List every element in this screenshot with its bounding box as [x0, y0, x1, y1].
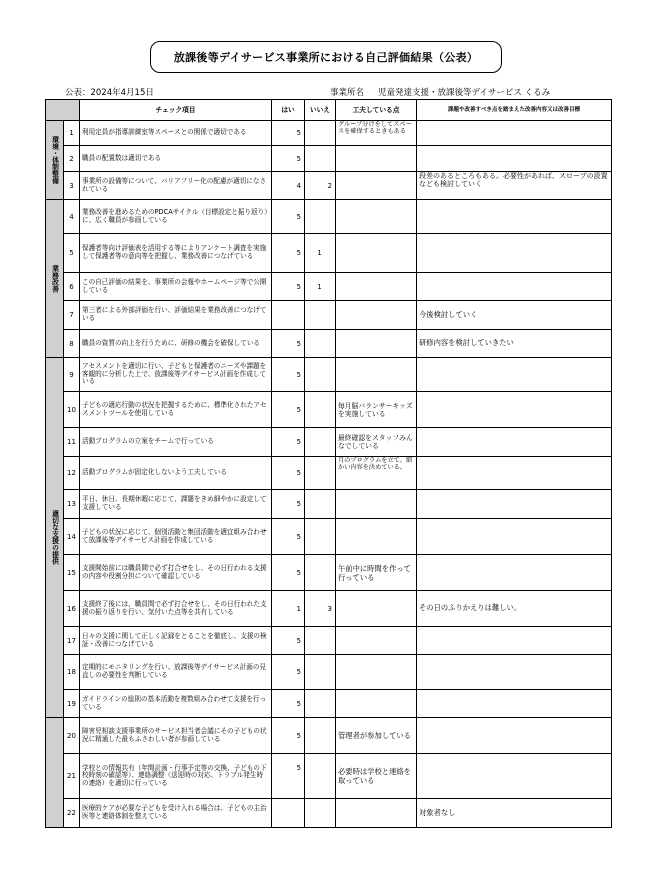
check-item: 活動プログラムの立案をチームで行っている: [80, 428, 272, 457]
effort-note: [336, 234, 417, 273]
yes-count: [272, 301, 305, 330]
table-row: [46, 392, 612, 428]
table-row: [46, 690, 612, 718]
table-row: [46, 358, 612, 392]
yes-count: 5: [272, 655, 305, 690]
table-row: [46, 457, 612, 490]
check-item: 活動プログラムが固定化しないよう工夫している: [80, 457, 272, 490]
effort-note: [336, 490, 417, 519]
check-item: 利用定員が指導訓練室等スペースとの関係で適切である: [80, 121, 272, 146]
table-row: [46, 121, 612, 146]
check-item: 学校との情報共有（年間計画・行事予定等の交換、子どもの下校時刻の確認等）、連絡調整（送迎時の対応、トラブル発生時の連絡）を適切に行っている: [80, 754, 272, 799]
yes-count: 5: [272, 690, 305, 718]
check-item: 定期的にモニタリングを行い、放課後等デイサービス計画の見直しの必要性を判断している: [80, 655, 272, 690]
effort-note: [336, 627, 417, 655]
yes-count: 5: [272, 457, 305, 490]
check-item: 平日、休日、長期休暇に応じて、課題をきめ細やかに設定して支援している: [80, 490, 272, 519]
row-number: 14: [64, 519, 80, 555]
table-row: [46, 200, 612, 234]
header-no: いいえ: [305, 100, 336, 121]
category-label: 業務改善: [50, 264, 59, 293]
yes-count: 5: [272, 330, 305, 358]
effort-note: [336, 273, 417, 301]
row-number: 12: [64, 457, 80, 490]
improvement-note: [417, 146, 612, 172]
office-name: 児童発達支援・放課後等デイサービス くるみ: [378, 88, 551, 98]
table-row: [46, 273, 612, 301]
yes-count: 5: [272, 627, 305, 655]
effort-note: 月のプログラムを立て、細かい内容を決めている。: [336, 457, 417, 490]
table-row: [46, 519, 612, 555]
row-number: 11: [64, 428, 80, 457]
row-number: 13: [64, 490, 80, 519]
improvement-note: 研修内容を検討していきたい: [417, 330, 612, 358]
document-title-text: 放課後等デイサービス事業所における自己評価結果（公表）: [173, 51, 479, 64]
table-row: [46, 490, 612, 519]
no-count: [305, 121, 336, 146]
check-item: 事業所の設備等について、バリアフリー化の配慮が適切になされている: [80, 172, 272, 200]
publication-date: 公表：2024年4月15日: [65, 86, 305, 100]
no-count: 3: [305, 591, 336, 627]
header-check: チェック項目: [80, 100, 272, 121]
yes-count: 5: [272, 200, 305, 234]
category-business: [46, 200, 64, 358]
check-item: この自己評価の結果を、事業所の会報やホームページ等で公開している: [80, 273, 272, 301]
no-count: [305, 655, 336, 690]
office-name-line: [330, 86, 610, 100]
row-number: 4: [64, 200, 80, 234]
yes-count: 5: [272, 519, 305, 555]
no-count: [305, 428, 336, 457]
no-count: [305, 627, 336, 655]
yes-count: 5: [272, 555, 305, 591]
table-row: [46, 555, 612, 591]
check-item: 業務改善を進めるためのPDCAサイクル（目標設定と振り返り）に、広く職員が参画している: [80, 200, 272, 234]
effort-note: [336, 200, 417, 234]
yes-count: 5: [272, 358, 305, 392]
improvement-note: [417, 655, 612, 690]
improvement-note: [417, 718, 612, 754]
effort-note: [336, 146, 417, 172]
table-row: [46, 301, 612, 330]
table-row: [46, 718, 612, 754]
yes-count: 4: [272, 172, 305, 200]
check-item: 子どもの適応行動の状況を把握するために、標準化されたアセスメントツールを使用している: [80, 392, 272, 428]
no-count: 1: [305, 273, 336, 301]
row-number: 20: [64, 718, 80, 754]
effort-note: 午前中に時間を作って行っている: [336, 555, 417, 591]
improvement-note: 段差のあるところもある。必要性があれば、スロープの設置なども検討していく: [417, 172, 612, 200]
improvement-note: 今後検討していく: [417, 301, 612, 330]
check-item: アセスメントを適切に行い、子どもと保護者のニーズや課題を客観的に分析した上で、放課後等デイサービス計画を作成している: [80, 358, 272, 392]
improvement-note: [417, 392, 612, 428]
row-number: 17: [64, 627, 80, 655]
row-number: 9: [64, 358, 80, 392]
check-item: ガイドラインの総則の基本活動を複数組み合わせて支援を行っている: [80, 690, 272, 718]
row-number: 15: [64, 555, 80, 591]
check-item: 障害児相談支援事業所のサービス担当者会議にその子どもの状況に精通した最もふさわしい者が参画している: [80, 718, 272, 754]
table-row: [46, 591, 612, 627]
yes-count: 5: [272, 392, 305, 428]
row-number: 3: [64, 172, 80, 200]
improvement-note: [417, 519, 612, 555]
header-effort: 工夫している点: [336, 100, 417, 121]
improvement-note: [417, 457, 612, 490]
improvement-note: [417, 273, 612, 301]
no-count: [305, 358, 336, 392]
check-item: 保護者等向け評価表を活用する等によりアンケート調査を実施して保護者等の意向等を把握し、業務改善につなげている: [80, 234, 272, 273]
header-yes: はい: [272, 100, 305, 121]
no-count: [305, 490, 336, 519]
no-count: [305, 718, 336, 754]
no-count: [305, 754, 336, 799]
table-row: [46, 330, 612, 358]
office-label: 事業所名: [330, 88, 365, 98]
row-number: 16: [64, 591, 80, 627]
row-number: 7: [64, 301, 80, 330]
effort-note: [336, 172, 417, 200]
yes-count: 5: [272, 754, 305, 799]
effort-note: [336, 358, 417, 392]
table-row: [46, 428, 612, 457]
table-row: [46, 172, 612, 200]
effort-note: グループ分けをしてスペースを確保するときもある: [336, 121, 417, 146]
effort-note: [336, 519, 417, 555]
category-label: 環境・体制整備: [50, 136, 59, 184]
row-number: 6: [64, 273, 80, 301]
yes-count: 5: [272, 428, 305, 457]
row-number: 19: [64, 690, 80, 718]
category-collaboration: [46, 718, 64, 828]
check-item: 医療的ケアが必要な子どもを受け入れる場合は、子どもの主治医等と連絡体制を整えている: [80, 799, 272, 828]
yes-count: 5: [272, 234, 305, 273]
no-count: 1: [305, 234, 336, 273]
effort-note: [336, 330, 417, 358]
check-item: 子どもの状況に応じて、個別活動と集団活動を適宜組み合わせて放課後等デイサービス計画を作成している: [80, 519, 272, 555]
improvement-note: その日のふりかえりは難しい。: [417, 591, 612, 627]
no-count: [305, 519, 336, 555]
row-number: 8: [64, 330, 80, 358]
improvement-note: [417, 358, 612, 392]
improvement-note: [417, 234, 612, 273]
header-improve: 課題や改善すべき点を踏まえた改善内容又は改善目標: [417, 100, 612, 121]
no-count: [305, 301, 336, 330]
category-label: 適切な支援の提供: [50, 510, 59, 565]
document-title: [150, 41, 502, 73]
improvement-note: [417, 428, 612, 457]
yes-count: 5: [272, 490, 305, 519]
no-count: [305, 555, 336, 591]
check-item: 日々の支援に関して正しく記録をとることを徹底し、支援の検証・改善につなげている: [80, 627, 272, 655]
header-blank: [46, 100, 80, 121]
improvement-note: [417, 200, 612, 234]
improvement-note: [417, 690, 612, 718]
table-row: [46, 799, 612, 828]
table-row: [46, 627, 612, 655]
table-row: [46, 146, 612, 172]
check-item: 職員の配置数は適切である: [80, 146, 272, 172]
improvement-note: [417, 627, 612, 655]
no-count: [305, 330, 336, 358]
row-number: 10: [64, 392, 80, 428]
no-count: [305, 392, 336, 428]
no-count: [305, 457, 336, 490]
effort-note: 管理者が参加している: [336, 718, 417, 754]
effort-note: [336, 301, 417, 330]
effort-note: [336, 690, 417, 718]
effort-note: 必要時は学校と連絡を取っている: [336, 754, 417, 799]
table-row: [46, 655, 612, 690]
effort-note: 最終確認をスタッフみんなでしている: [336, 428, 417, 457]
no-count: [305, 799, 336, 828]
yes-count: 1: [272, 591, 305, 627]
no-count: [305, 200, 336, 234]
no-count: 2: [305, 172, 336, 200]
improvement-note: [417, 754, 612, 799]
check-item: 支援終了後には、職員間で必ず打合せをし、その日行われた支援の振り返りを行い、気付いた点等を共有している: [80, 591, 272, 627]
table-header-row: [46, 100, 612, 121]
effort-note: [336, 591, 417, 627]
no-count: [305, 146, 336, 172]
evaluation-table: [45, 99, 612, 828]
row-number: 5: [64, 234, 80, 273]
improvement-note: [417, 121, 612, 146]
row-number: 18: [64, 655, 80, 690]
check-item: 職員の資質の向上を行うために、研修の機会を確保している: [80, 330, 272, 358]
improvement-note: [417, 490, 612, 519]
improvement-note: 対象者なし: [417, 799, 612, 828]
no-count: [305, 690, 336, 718]
yes-count: [272, 799, 305, 828]
table-row: [46, 754, 612, 799]
check-item: 支援開始前には職員間で必ず打合せをし、その日行われる支援の内容や役割分担について確認している: [80, 555, 272, 591]
category-support: [46, 358, 64, 718]
improvement-note: [417, 555, 612, 591]
yes-count: 5: [272, 273, 305, 301]
effort-note: [336, 655, 417, 690]
row-number: 1: [64, 121, 80, 146]
effort-note: 毎月脳バランサーキッズを実施している: [336, 392, 417, 428]
effort-note: [336, 799, 417, 828]
category-environment: [46, 121, 64, 200]
yes-count: 5: [272, 718, 305, 754]
row-number: 22: [64, 799, 80, 828]
row-number: 21: [64, 754, 80, 799]
check-item: 第三者による外部評価を行い、評価結果を業務改善につなげている: [80, 301, 272, 330]
table-row: [46, 234, 612, 273]
yes-count: 5: [272, 146, 305, 172]
row-number: 2: [64, 146, 80, 172]
yes-count: 5: [272, 121, 305, 146]
